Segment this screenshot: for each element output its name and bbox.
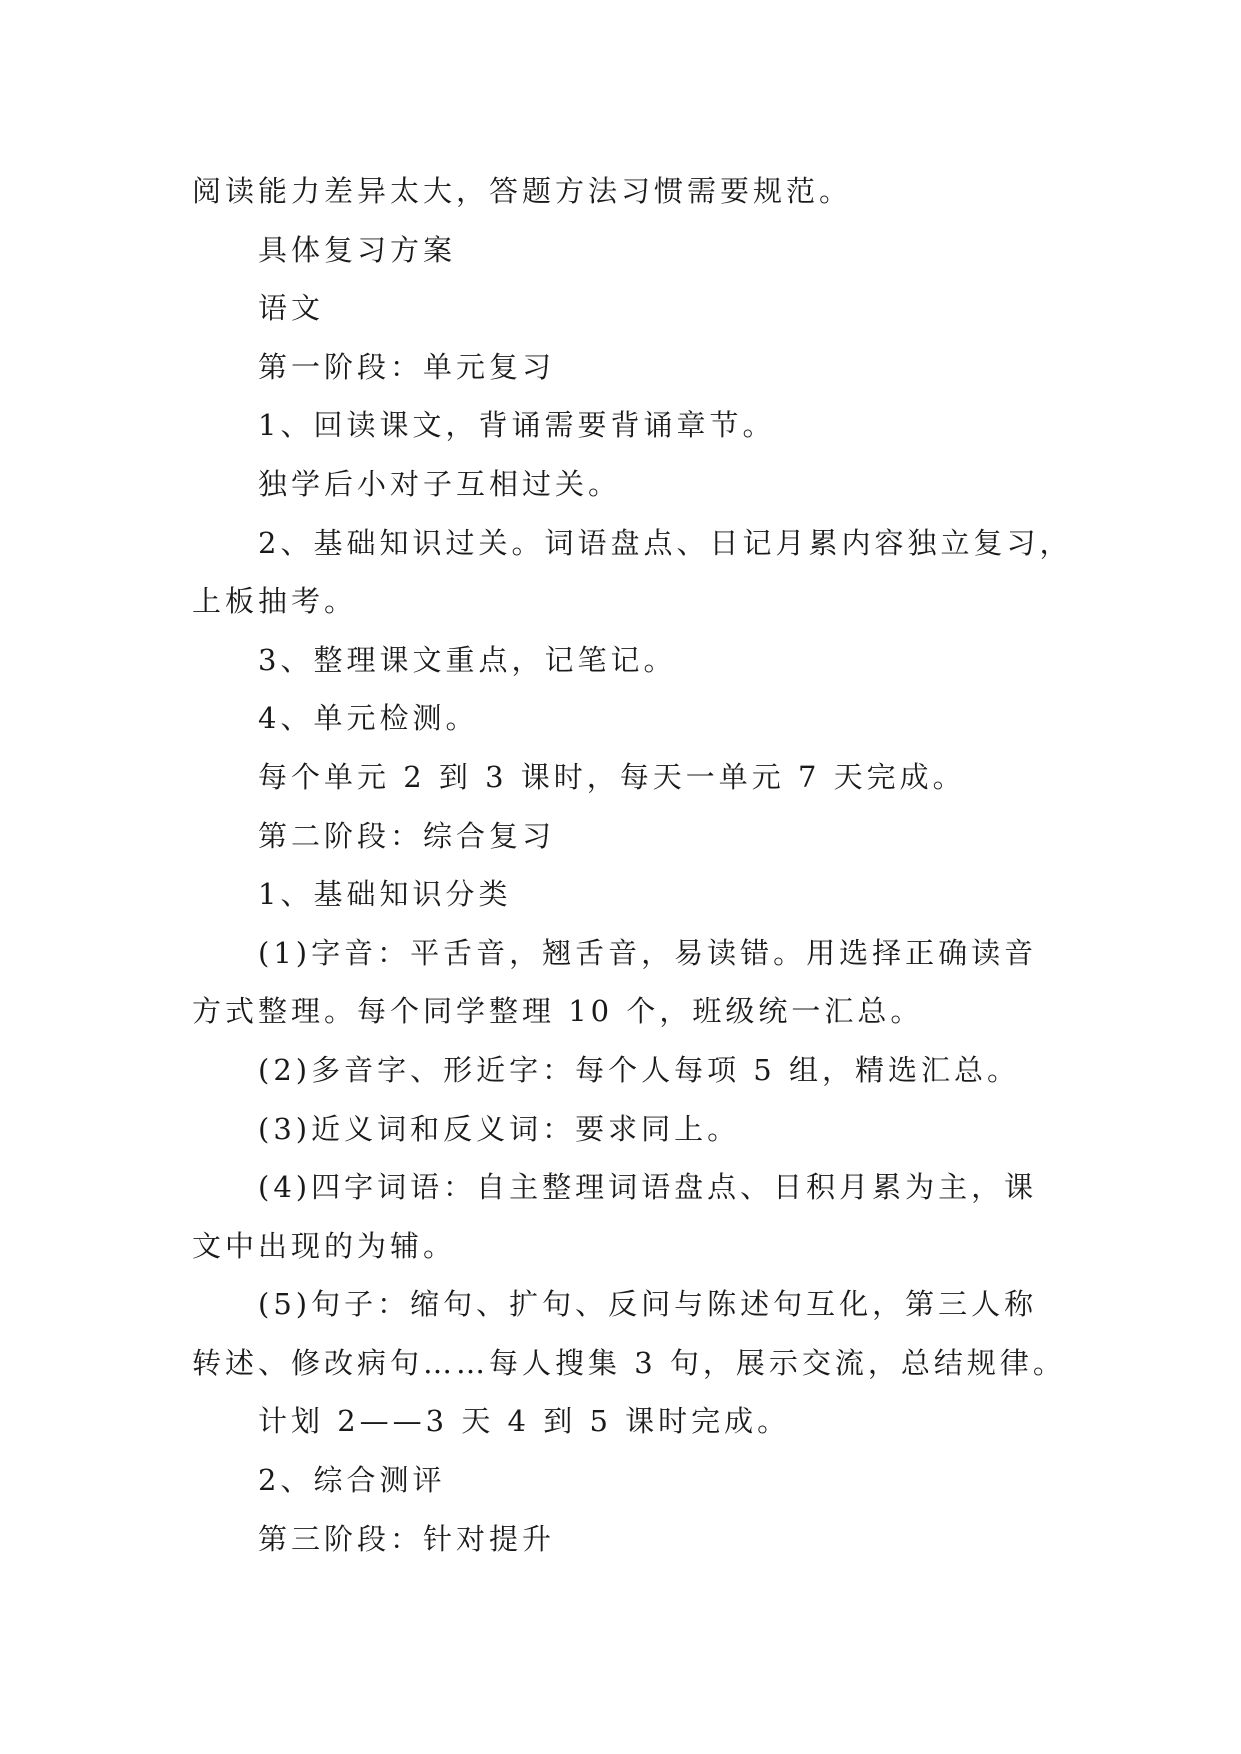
sub-list-item [192,1275,1072,1392]
stage-heading [192,338,1072,397]
text-line: 具体复习方案 [258,232,457,267]
text-line: 1、回读课文，背诵需要背诵章节。 [258,408,776,443]
text-line: 3、整理课文重点，记笔记。 [258,642,677,677]
stage-heading [192,807,1072,866]
text-line: 第一阶段：单元复习 [258,349,556,384]
text-line: 独学后小对子互相过关。 [258,466,622,501]
sub-list-item [192,924,1072,1041]
paragraph [192,748,1072,807]
text-line: (2)多音字、形近字：每个人每项 5 组，精选汇总。 [258,1052,1020,1087]
text-line: (5)句子：缩句、扩句、反问与陈述句互化，第三人称 [258,1287,1038,1322]
text-line: 上板抽考。 [192,584,358,619]
text-line: 1、基础知识分类 [258,877,512,912]
subject-heading [192,279,1072,338]
list-item [192,689,1072,748]
list-item [192,514,1072,631]
document-body [192,162,1072,1568]
text-line: 转述、修改病句……每人搜集 3 句，展示交流，总结规律。 [192,1345,1066,1380]
text-line: 文中出现的为辅。 [192,1228,457,1263]
text-line: (3)近义词和反义词：要求同上。 [258,1111,741,1146]
text-line: 计划 2——3 天 4 到 5 课时完成。 [258,1404,791,1439]
paragraph [192,1392,1072,1451]
sub-list-item [192,1100,1072,1159]
text-line: 阅读能力差异太大，答题方法习惯需要规范。 [192,174,853,208]
paragraph [192,162,1072,221]
list-item [192,631,1072,690]
section-heading [192,221,1072,280]
text-line: (1)字音：平舌音，翘舌音，易读错。用选择正确读音 [258,935,1038,970]
text-line: (4)四字词语：自主整理词语盘点、日积月累为主，课 [258,1170,1038,1205]
text-line: 4、单元检测。 [258,701,479,736]
text-line: 2、综合测评 [258,1463,446,1498]
paragraph [192,455,1072,514]
list-item [192,1451,1072,1510]
sub-list-item [192,1041,1072,1100]
sub-list-item [192,1158,1072,1275]
text-line: 2、基础知识过关。词语盘点、日记月累内容独立复习， [258,525,1073,560]
text-line: 每个单元 2 到 3 课时，每天一单元 7 天完成。 [258,759,966,794]
text-line: 第三阶段：针对提升 [258,1521,556,1556]
list-item [192,865,1072,924]
text-line: 语文 [258,291,325,326]
text-line: 方式整理。每个同学整理 10 个，班级统一汇总。 [192,994,924,1029]
list-item [192,396,1072,455]
stage-heading [192,1510,1072,1569]
text-line: 第二阶段：综合复习 [258,818,556,853]
